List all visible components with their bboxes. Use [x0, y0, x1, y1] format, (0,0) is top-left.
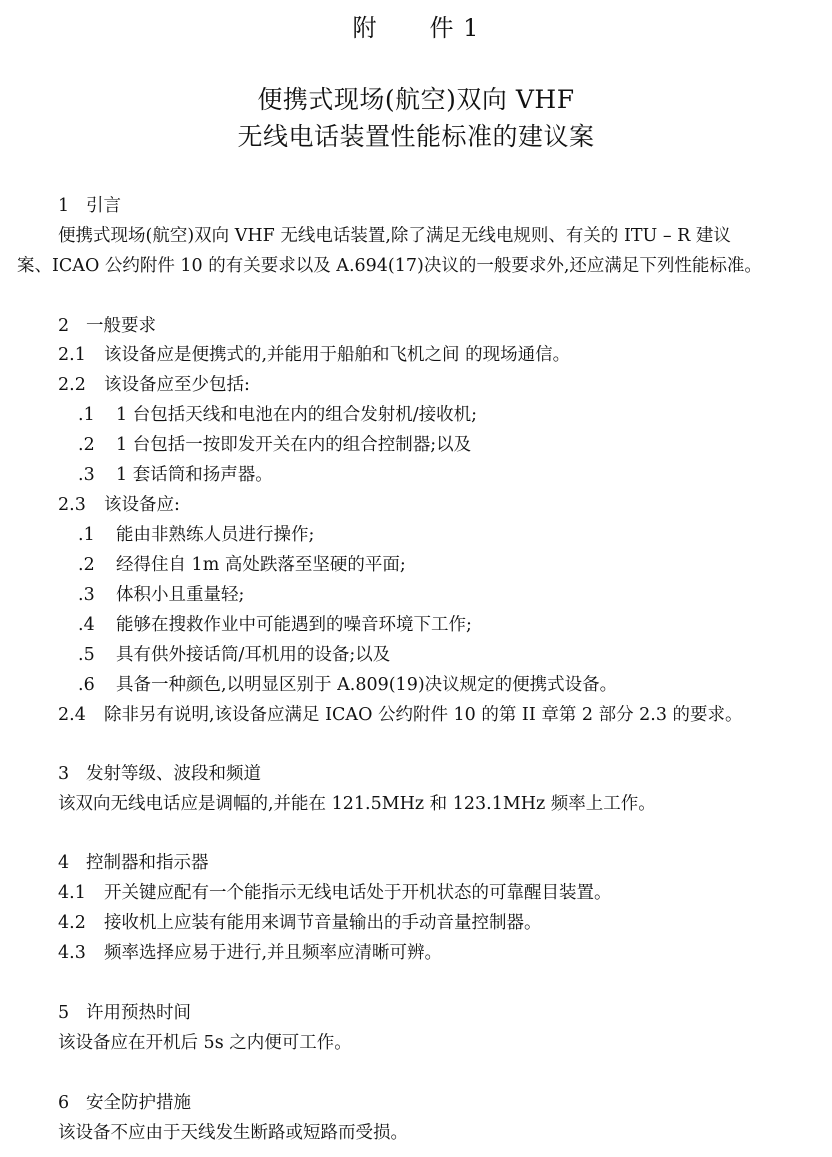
item-2-1-number: 2.1	[58, 345, 86, 365]
document-title-line-2: 无线电话装置性能标准的建议案	[237, 122, 595, 151]
item-4-1	[58, 882, 612, 904]
item-2-4	[58, 704, 743, 726]
item-2-3-6	[78, 674, 617, 696]
section-1-heading	[58, 195, 121, 217]
item-2-3-4-text: 能够在搜救作业中可能遇到的噪音环境下工作;	[116, 615, 472, 635]
item-2-3-5-number: .5	[78, 645, 95, 665]
item-2-3-3	[78, 584, 244, 606]
item-4-3-number: 4.3	[58, 943, 86, 963]
item-2-2-2	[78, 434, 471, 456]
attachment-label-a: 附	[352, 14, 378, 42]
section-6-number: 6	[58, 1093, 70, 1113]
item-2-3-number: 2.3	[58, 495, 86, 515]
item-2-2-2-text: 1 台包括一按即发开关在内的组合控制器;以及	[116, 435, 472, 455]
item-2-3-4	[78, 614, 472, 636]
item-4-2-number: 4.2	[58, 913, 86, 933]
item-2-2-1	[78, 404, 477, 426]
item-2-3-text: 该设备应:	[104, 495, 180, 515]
item-2-3-5-text: 具有供外接话筒/耳机用的设备;以及	[116, 645, 391, 665]
item-2-3-5	[78, 644, 390, 666]
item-2-3-3-text: 体积小且重量轻;	[116, 585, 245, 605]
item-2-3-2-number: .2	[78, 555, 95, 575]
item-4-2-text: 接收机上应装有能用来调节音量输出的手动音量控制器。	[104, 913, 542, 933]
section-5-heading	[58, 1002, 191, 1024]
item-2-2-3	[78, 464, 273, 486]
document-title-line-1: 便携式现场(航空)双向 VHF	[257, 85, 575, 114]
section-1-number: 1	[58, 196, 70, 216]
item-2-3-1-number: .1	[78, 525, 95, 545]
item-2-3-2	[78, 554, 406, 576]
section-2-number: 2	[58, 316, 70, 336]
item-2-2-2-number: .2	[78, 435, 95, 455]
item-2-2-text: 该设备应至少包括:	[104, 375, 250, 395]
item-2-4-text: 除非另有说明,该设备应满足 ICAO 公约附件 10 的第 II 章第 2 部分 2.3 的要求。	[104, 705, 743, 725]
section-3-heading	[58, 763, 261, 785]
section-6-paragraph: 该设备不应由于天线发生断路或短路而受损。	[58, 1123, 408, 1143]
item-2-3-4-number: .4	[78, 615, 95, 635]
attachment-label-b: 件 1	[429, 14, 480, 42]
item-2-3-1	[78, 524, 314, 546]
section-2-title: 一般要求	[86, 316, 156, 336]
attachment-label	[0, 8, 832, 43]
section-4-number: 4	[58, 853, 70, 873]
section-2-heading	[58, 315, 156, 337]
section-5-number: 5	[58, 1003, 70, 1023]
item-2-2-3-text: 1 套话筒和扬声器。	[116, 465, 273, 485]
item-4-3	[58, 942, 442, 964]
section-3-paragraph: 该双向无线电话应是调幅的,并能在 121.5MHz 和 123.1MHz 频率上工作。	[58, 794, 656, 814]
section-1-paragraph-line-1: 便携式现场(航空)双向 VHF 无线电话装置,除了满足无线电规则、有关的 ITU – R 建议	[58, 226, 731, 246]
item-2-2-number: 2.2	[58, 375, 86, 395]
item-2-3-2-text: 经得住自 1m 高处跌落至坚硬的平面;	[116, 555, 406, 575]
item-4-2	[58, 912, 542, 934]
item-2-2-3-number: .3	[78, 465, 95, 485]
item-2-3	[58, 494, 180, 516]
section-4-title: 控制器和指示器	[86, 853, 209, 873]
section-4-heading	[58, 852, 209, 874]
section-6-title: 安全防护措施	[86, 1093, 191, 1113]
section-5-paragraph: 该设备应在开机后 5s 之内便可工作。	[58, 1033, 352, 1053]
item-2-3-6-text: 具备一种颜色,以明显区别于 A.809(19)决议规定的便携式设备。	[116, 675, 618, 695]
item-2-3-6-number: .6	[78, 675, 95, 695]
section-1-paragraph-line-2: 案、ICAO 公约附件 10 的有关要求以及 A.694(17)决议的一般要求外,还应满足下列性能标准。	[17, 256, 762, 276]
section-3-number: 3	[58, 764, 70, 784]
item-2-1-text: 该设备应是便携式的,并能用于船舶和飞机之间 的现场通信。	[104, 345, 571, 365]
section-5-title: 许用预热时间	[86, 1003, 191, 1023]
item-4-3-text: 频率选择应易于进行,并且频率应清晰可辨。	[104, 943, 443, 963]
section-3-title: 发射等级、波段和频道	[86, 764, 261, 784]
item-2-3-1-text: 能由非熟练人员进行操作;	[116, 525, 315, 545]
section-1-title: 引言	[86, 196, 121, 216]
item-2-1	[58, 344, 570, 366]
item-2-2	[58, 374, 250, 396]
item-2-3-3-number: .3	[78, 585, 95, 605]
item-2-4-number: 2.4	[58, 705, 86, 725]
item-2-2-1-number: .1	[78, 405, 95, 425]
item-2-2-1-text: 1 台包括天线和电池在内的组合发射机/接收机;	[116, 405, 477, 425]
section-6-heading	[58, 1092, 191, 1114]
item-4-1-text: 开关键应配有一个能指示无线电话处于开机状态的可靠醒目装置。	[104, 883, 612, 903]
item-4-1-number: 4.1	[58, 883, 86, 903]
